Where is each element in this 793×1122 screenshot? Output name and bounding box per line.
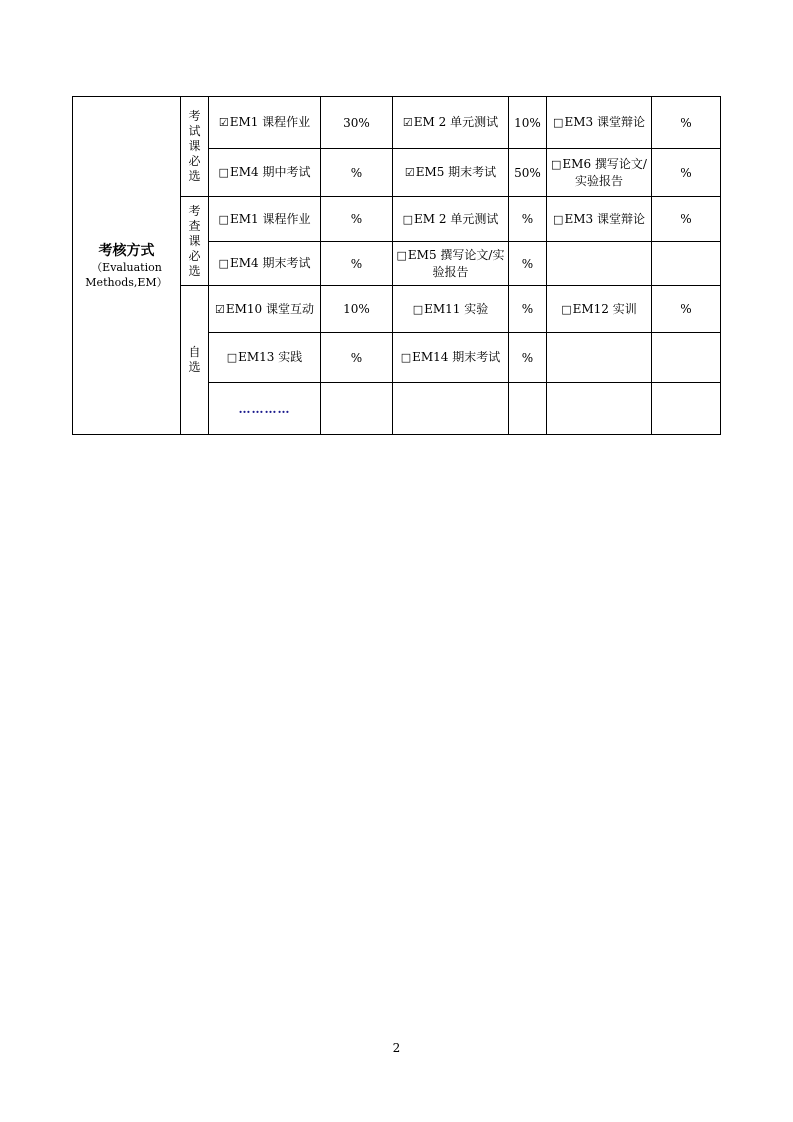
method-label: EM 2 单元测试 <box>413 115 499 129</box>
method-label: EM4 期末考试 <box>229 256 311 270</box>
unchecked-checkbox-icon[interactable]: □ <box>226 351 238 364</box>
group-exam-required <box>181 97 209 197</box>
evaluation-methods-subtitle-line2: Methods,EM） <box>85 275 168 289</box>
method-percent: % <box>509 242 547 286</box>
ellipsis-text: ………… <box>238 401 291 416</box>
empty-cell <box>652 333 721 383</box>
method-percent: % <box>652 286 721 333</box>
unchecked-checkbox-icon[interactable]: □ <box>218 257 229 270</box>
checked-checkbox-icon[interactable]: ☑ <box>214 302 225 316</box>
evaluation-methods-subtitle-line1: （Evaluation <box>91 260 162 274</box>
method-cell-em4[interactable] <box>209 149 321 197</box>
method-label-line2: 实验报告 <box>574 174 623 188</box>
checked-checkbox-icon[interactable]: ☑ <box>404 166 415 179</box>
method-percent: % <box>321 333 393 383</box>
method-cell-em5[interactable] <box>393 242 509 286</box>
evaluation-methods-title: 考核方式 <box>98 242 155 259</box>
method-label: EM13 实践 <box>238 350 303 364</box>
unchecked-checkbox-icon[interactable]: □ <box>396 249 407 262</box>
method-percent: % <box>652 149 721 197</box>
ellipsis-cell <box>209 383 321 435</box>
unchecked-checkbox-icon[interactable]: □ <box>561 302 572 316</box>
method-cell-em13[interactable] <box>209 333 321 383</box>
method-percent: 30% <box>321 97 393 149</box>
page-number: 2 <box>392 1041 401 1055</box>
method-cell-em1[interactable] <box>209 97 321 149</box>
empty-cell <box>547 242 652 286</box>
method-label: EM1 课程作业 <box>229 211 311 226</box>
method-cell-em2[interactable] <box>393 197 509 242</box>
method-label: EM 2 单元测试 <box>414 211 499 226</box>
method-cell-em5[interactable] <box>393 149 509 197</box>
unchecked-checkbox-icon[interactable]: □ <box>553 212 564 226</box>
table-row <box>73 97 721 149</box>
unchecked-checkbox-icon[interactable]: □ <box>218 166 229 179</box>
method-percent: 50% <box>509 149 547 197</box>
method-cell-em3[interactable] <box>547 97 652 149</box>
method-cell-em1[interactable] <box>209 197 321 242</box>
unchecked-checkbox-icon[interactable]: □ <box>400 351 412 364</box>
method-label-line2: 验报告 <box>432 265 469 279</box>
method-label: EM14 期末考试 <box>412 350 501 364</box>
method-percent: % <box>509 286 547 333</box>
method-cell-em11[interactable] <box>393 286 509 333</box>
method-label: EM3 课堂辩论 <box>564 211 645 226</box>
method-cell-em6[interactable] <box>547 149 652 197</box>
method-label: EM6 撰写论文/ <box>562 157 647 171</box>
method-cell-em4[interactable] <box>209 242 321 286</box>
empty-cell <box>509 383 547 435</box>
method-label: EM3 课堂辩论 <box>564 115 645 129</box>
method-percent: % <box>509 333 547 383</box>
method-cell-em3[interactable] <box>547 197 652 242</box>
method-percent: % <box>321 197 393 242</box>
method-label: EM11 实验 <box>424 301 489 316</box>
method-percent: % <box>652 97 721 149</box>
method-percent: % <box>652 197 721 242</box>
method-label: EM5 期末考试 <box>415 165 497 179</box>
empty-cell <box>652 383 721 435</box>
method-label: EM1 课程作业 <box>229 115 311 129</box>
method-cell-em12[interactable] <box>547 286 652 333</box>
unchecked-checkbox-icon[interactable]: □ <box>402 212 414 226</box>
group-optional-label: 自选 <box>188 345 201 374</box>
group-check-required <box>181 197 209 286</box>
empty-cell <box>393 383 509 435</box>
method-percent: % <box>509 197 547 242</box>
unchecked-checkbox-icon[interactable]: □ <box>412 302 424 316</box>
method-label: EM4 期中考试 <box>229 165 311 179</box>
group-check-label: 考查课必选 <box>188 203 201 278</box>
group-optional <box>181 286 209 435</box>
checked-checkbox-icon[interactable]: ☑ <box>218 116 229 129</box>
empty-cell <box>652 242 721 286</box>
method-percent: % <box>321 242 393 286</box>
method-percent: 10% <box>509 97 547 149</box>
method-label: EM12 实训 <box>572 301 637 316</box>
method-cell-em2[interactable] <box>393 97 509 149</box>
empty-cell <box>321 383 393 435</box>
method-percent: 10% <box>321 286 393 333</box>
unchecked-checkbox-icon[interactable]: □ <box>553 116 564 129</box>
method-cell-em14[interactable] <box>393 333 509 383</box>
group-exam-label: 考试课必选 <box>188 109 201 183</box>
unchecked-checkbox-icon[interactable]: □ <box>218 212 229 226</box>
empty-cell <box>547 333 652 383</box>
unchecked-checkbox-icon[interactable]: □ <box>551 158 562 171</box>
method-label: EM10 课堂互动 <box>225 301 314 316</box>
method-label: EM5 撰写论文/实 <box>407 248 505 262</box>
checked-checkbox-icon[interactable]: ☑ <box>402 116 413 129</box>
empty-cell <box>547 383 652 435</box>
evaluation-methods-table <box>72 96 721 435</box>
method-percent: % <box>321 149 393 197</box>
evaluation-methods-header <box>73 97 181 435</box>
method-cell-em10[interactable] <box>209 286 321 333</box>
